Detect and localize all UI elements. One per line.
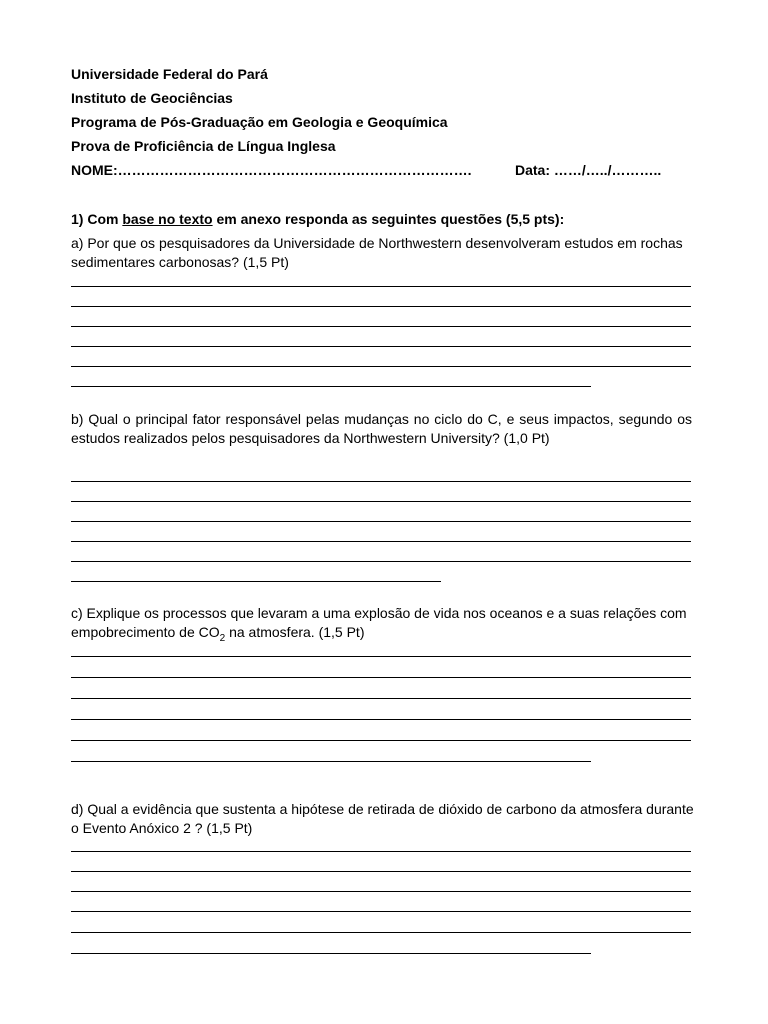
answer-line <box>71 366 691 367</box>
section-1-title <box>71 210 696 229</box>
answer-line <box>71 871 691 872</box>
answer-line <box>71 851 691 852</box>
answer-line <box>71 911 691 912</box>
answer-line <box>71 761 591 762</box>
answer-line <box>71 581 441 582</box>
answer-line <box>71 891 691 892</box>
answer-line <box>71 932 691 933</box>
date-field: Data: ……/…../……….. <box>515 162 662 178</box>
name-field: NOME:…………………………………………………………………. <box>71 162 472 178</box>
question-d: d) Qual a evidência que sustenta a hipótese de retirada de dióxido de carbono da atmosfera durante o Evento Anóxico 2 ? (1,5 Pt) <box>71 801 694 836</box>
answer-line <box>71 386 591 387</box>
answer-line <box>71 719 691 720</box>
question-c-text: c) Explique os processos que levaram a uma explosão de vida nos oceanos e a suas relações com empobrecimento de CO <box>71 605 687 640</box>
answer-line <box>71 677 691 678</box>
answer-line <box>71 346 691 347</box>
institute-name: Instituto de Geociências <box>71 90 233 106</box>
section-1-underlined: base no texto <box>122 211 213 227</box>
program-name: Programa de Pós-Graduação em Geologia e Geoquímica <box>71 114 448 130</box>
answer-line <box>71 656 691 657</box>
answer-line <box>71 953 591 954</box>
answer-line <box>71 501 691 502</box>
question-c-text-end: na atmosfera. (1,5 Pt) <box>225 624 365 640</box>
university-name: Universidade Federal do Pará <box>71 66 268 82</box>
answer-line <box>71 541 691 542</box>
section-1-suffix: em anexo responda as seguintes questões (5,5 pts): <box>212 211 565 227</box>
co2-subscript: 2 <box>219 632 226 644</box>
answer-line <box>71 286 691 287</box>
answer-line <box>71 740 691 741</box>
answer-line <box>71 698 691 699</box>
section-1-prefix: 1) Com <box>71 211 123 227</box>
answer-line <box>71 561 691 562</box>
answer-line <box>71 481 691 482</box>
question-a: a) Por que os pesquisadores da Universidade de Northwestern desenvolveram estudos em rochas sedimentares carbonosas? (1,5 Pt) <box>71 235 683 270</box>
exam-title: Prova de Proficiência de Língua Inglesa <box>71 138 336 154</box>
question-b: b) Qual o principal fator responsável pelas mudanças no ciclo do C, e seus impactos, segundo os estudos realizados pelos pesquisadores da Northwestern University? (1,0 Pt) <box>71 411 692 446</box>
answer-line <box>71 306 691 307</box>
answer-line <box>71 326 691 327</box>
question-c <box>71 604 711 648</box>
answer-line <box>71 521 691 522</box>
